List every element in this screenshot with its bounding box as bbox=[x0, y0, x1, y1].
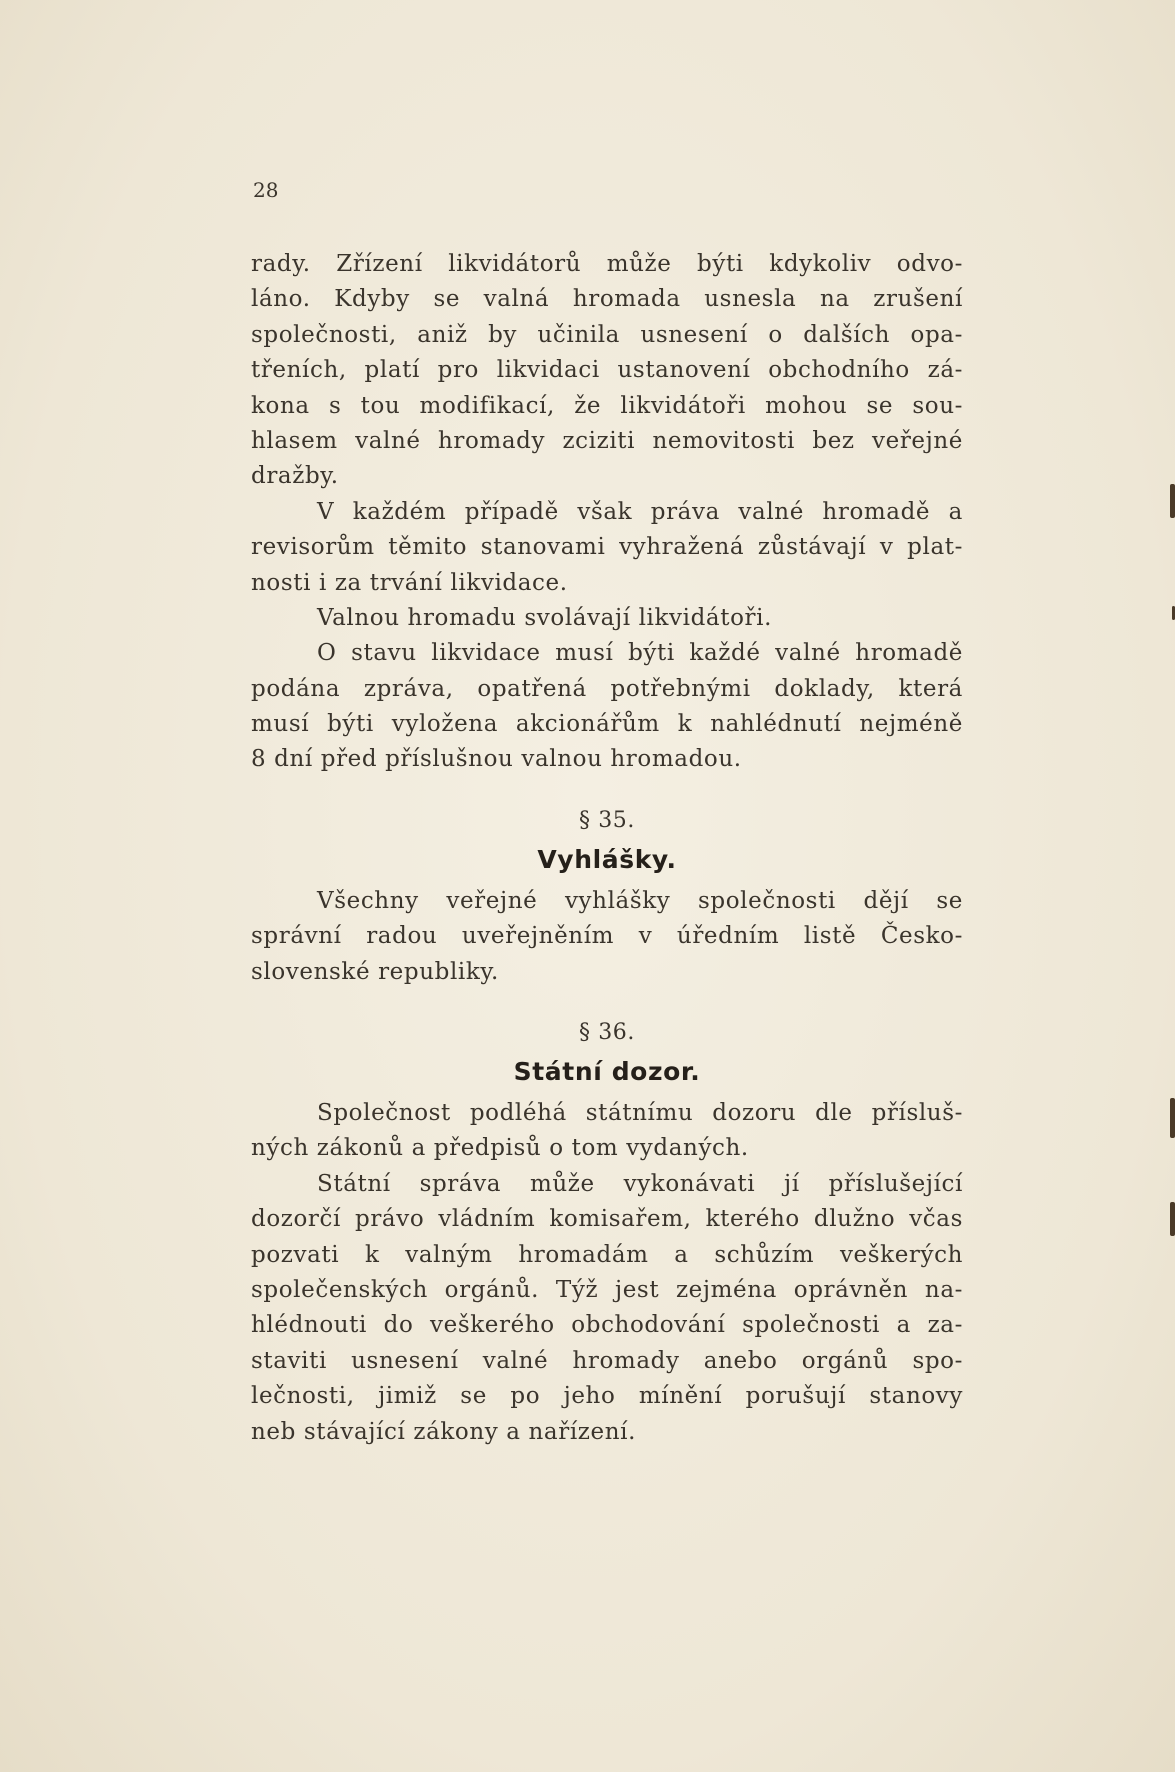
text-line: společnosti, aniž by učinila usnesení o dalších opa- bbox=[251, 321, 963, 348]
text-line: třeních, platí pro likvidaci ustanovení obchodního zá- bbox=[251, 357, 963, 384]
text-line: nosti i za trvání likvidace. bbox=[251, 569, 568, 596]
text-line: hlasem valné hromady zciziti nemovitosti bez veřejné bbox=[251, 427, 963, 454]
text-line: slovenské republiky. bbox=[251, 958, 499, 985]
section-title: Vyhlášky. bbox=[537, 844, 677, 874]
text-line: dražby. bbox=[251, 463, 339, 490]
text-line: 8 dní před příslušnou valnou hromadou. bbox=[251, 746, 742, 773]
text-line: Státní správa může vykonávati jí příslušející bbox=[317, 1170, 963, 1197]
text-line: pozvati k valným hromadám a schůzím veškerých bbox=[251, 1241, 963, 1268]
text-line: revisorům těmito stanovami vyhražená zůstávají v plat- bbox=[251, 534, 963, 561]
text-line: podána zpráva, opatřená potřebnými doklady, která bbox=[251, 675, 963, 702]
text-line: kona s tou modifikací, že likvidátoři mohou se sou- bbox=[251, 392, 963, 419]
edge-mark bbox=[1170, 1098, 1175, 1138]
text-line: V každém případě však práva valné hromadě a bbox=[317, 498, 963, 525]
edge-mark bbox=[1170, 1202, 1175, 1236]
text-line: O stavu likvidace musí býti každé valné hromadě bbox=[317, 640, 963, 667]
section-number: § 35. bbox=[579, 807, 635, 833]
section-number: § 36. bbox=[579, 1020, 635, 1046]
text-line: Valnou hromadu svolávají likvidátoři. bbox=[317, 604, 772, 631]
text-line: Společnost podléhá státnímu dozoru dle přísluš- bbox=[317, 1100, 963, 1127]
text-line: láno. Kdyby se valná hromada usnesla na zrušení bbox=[251, 286, 963, 313]
text-line: musí býti vyložena akcionářům k nahlédnutí nejméně bbox=[251, 711, 963, 738]
section-title: Státní dozor. bbox=[513, 1057, 701, 1087]
page-number: 28 bbox=[253, 178, 279, 202]
edge-mark bbox=[1170, 484, 1175, 518]
text-line: rady. Zřízení likvidátorů může býti kdykoliv odvo- bbox=[251, 251, 963, 277]
text-line: Všechny veřejné vyhlášky společnosti dějí se bbox=[317, 887, 963, 914]
body-text bbox=[251, 247, 963, 1450]
text-line: dozorčí právo vládním komisařem, kterého dlužno včas bbox=[251, 1206, 963, 1233]
text-line: staviti usnesení valné hromady anebo orgánů spo- bbox=[251, 1347, 963, 1374]
text-line: společenských orgánů. Týž jest zejména oprávněn na- bbox=[251, 1276, 963, 1303]
text-line: neb stávající zákony a nařízení. bbox=[251, 1418, 636, 1445]
text-line: lečnosti, jimiž se po jeho mínění porušují stanovy bbox=[251, 1383, 963, 1410]
text-line: hlédnouti do veškerého obchodování společnosti a za- bbox=[251, 1312, 963, 1339]
text-line: ných zákonů a předpisů o tom vydaných. bbox=[251, 1135, 749, 1162]
text-line: správní radou uveřejněním v úředním listě Česko- bbox=[251, 923, 963, 950]
